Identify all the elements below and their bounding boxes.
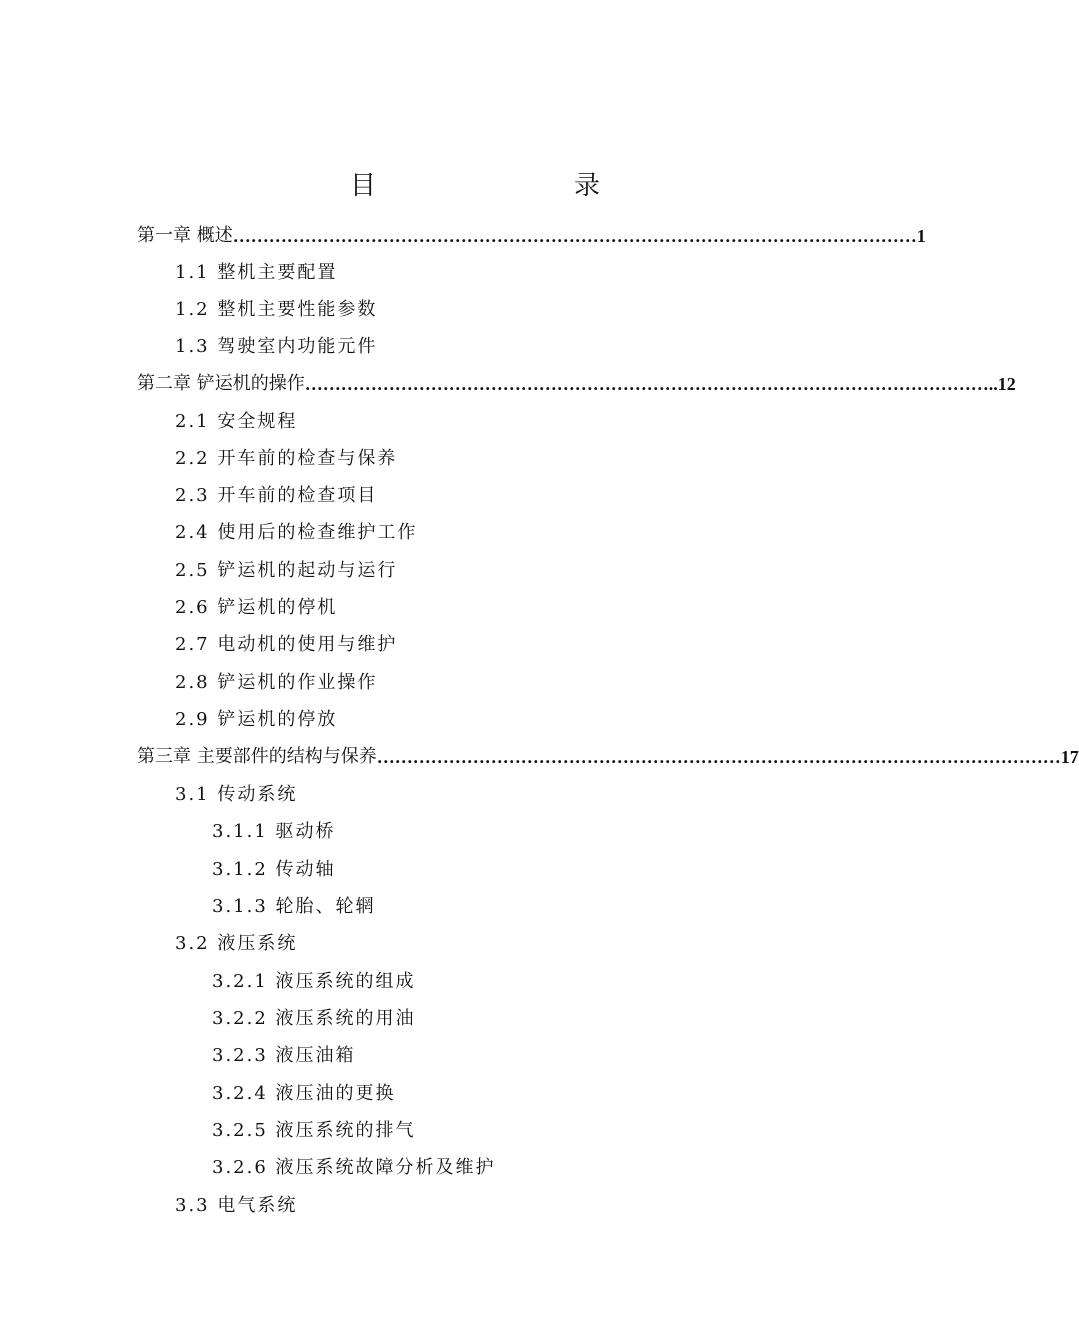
toc-subsection[interactable]: 3.2.6 液压系统故障分析及维护 [212, 1157, 496, 1178]
chapter-page-number: 17 [1060, 747, 1079, 767]
toc-section[interactable]: 2.2 开车前的检查与保养 [175, 448, 398, 469]
toc-section[interactable]: 3.3 电气系统 [175, 1195, 298, 1216]
dot-leader: …………………………………………………………………………………………………… [232, 226, 917, 246]
toc-section[interactable]: 2.6 铲运机的停机 [175, 597, 338, 618]
toc-section[interactable]: 2.4 使用后的检查维护工作 [175, 522, 418, 543]
toc-title: 目 录 [349, 171, 686, 201]
toc-subsection[interactable]: 3.1.1 驱动桥 [212, 821, 336, 842]
chapter-label: 第二章 铲运机的操作 [137, 373, 305, 394]
toc-section[interactable]: 1.1 整机主要配置 [175, 262, 338, 283]
chapter-label: 第三章 主要部件的结构与保养 [137, 746, 377, 767]
toc-subsection[interactable]: 3.1.2 传动轴 [212, 859, 336, 880]
toc-section[interactable]: 2.8 铲运机的作业操作 [175, 672, 378, 693]
toc-subsection[interactable]: 3.2.1 液压系统的组成 [212, 971, 416, 992]
toc-chapter-3[interactable] [137, 746, 1079, 768]
toc-subsection[interactable]: 3.2.3 液压油箱 [212, 1045, 356, 1066]
toc-subsection[interactable]: 3.2.2 液压系统的用油 [212, 1008, 416, 1029]
chapter-page-number: ..12 [988, 374, 1016, 394]
toc-chapter-2[interactable] [137, 373, 1016, 395]
toc-subsection[interactable]: 3.2.5 液压系统的排气 [212, 1120, 416, 1141]
toc-subsection[interactable]: 3.1.3 轮胎、轮辋 [212, 896, 376, 917]
dot-leader: …………………………………………………………………………………………………… [376, 747, 1061, 767]
toc-section[interactable]: 2.9 铲运机的停放 [175, 709, 338, 730]
toc-section[interactable]: 2.3 开车前的检查项目 [175, 485, 378, 506]
toc-chapter-1[interactable] [137, 225, 926, 247]
chapter-label: 第一章 概述 [137, 225, 233, 246]
toc-section[interactable]: 3.1 传动系统 [175, 784, 298, 805]
toc-section[interactable]: 3.2 液压系统 [175, 933, 298, 954]
toc-section[interactable]: 2.5 铲运机的起动与运行 [175, 560, 398, 581]
toc-section[interactable]: 2.1 安全规程 [175, 411, 298, 432]
toc-section[interactable]: 1.2 整机主要性能参数 [175, 299, 378, 320]
toc-section[interactable]: 1.3 驾驶室内功能元件 [175, 336, 378, 357]
toc-section[interactable]: 2.7 电动机的使用与维护 [175, 634, 398, 655]
dot-leader: …………………………………………………………………………………………………… [304, 374, 989, 394]
chapter-page-number: 1 [916, 226, 926, 246]
toc-subsection[interactable]: 3.2.4 液压油的更换 [212, 1083, 396, 1104]
